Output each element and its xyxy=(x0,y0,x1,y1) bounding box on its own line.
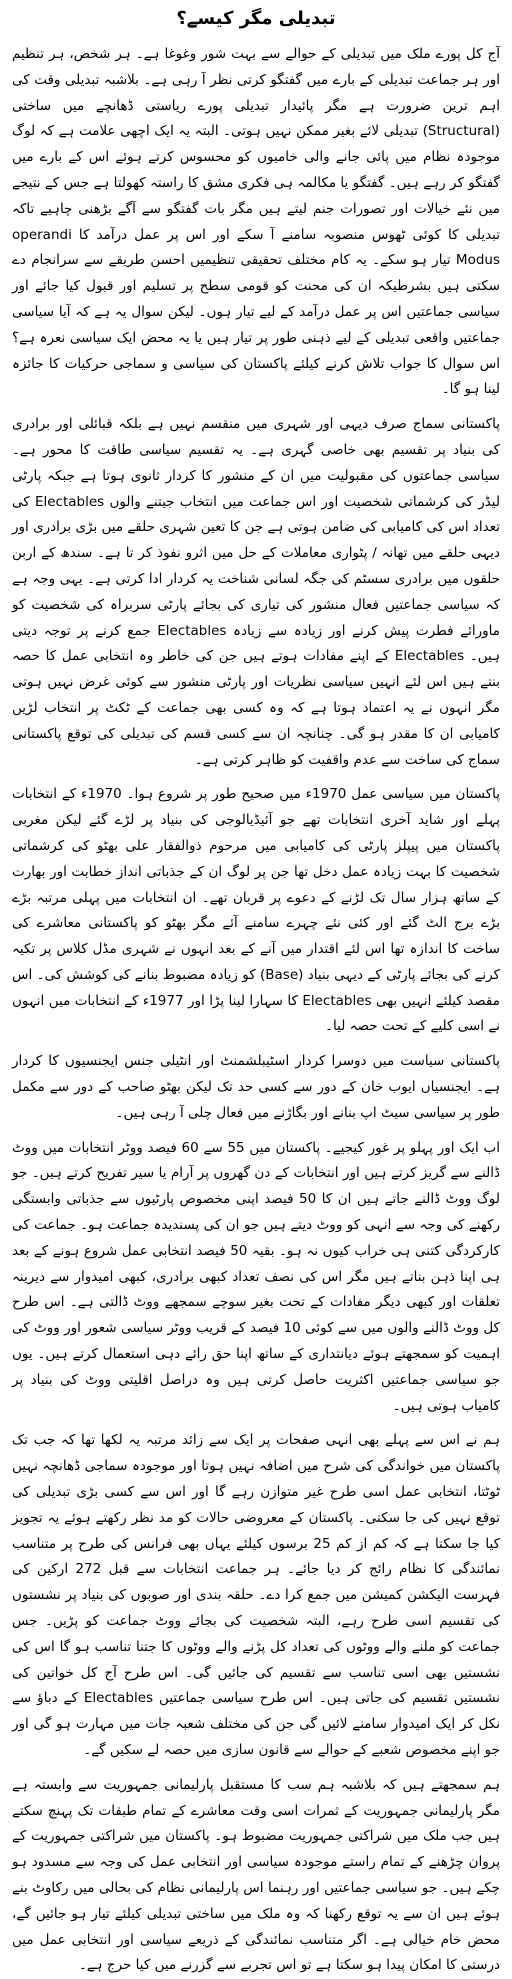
article-title: تبدیلی مگر کیسے؟ xyxy=(176,8,336,29)
article-paragraph-2: پاکستانی سماج صرف دیہی اور شہری میں منقسم نہیں ہے بلکہ قبائلی اور برادری کی بنیاد پر تقسیم بھی خاصی گہری ہے۔ یہ تقسیم سیاسی طاقت کا محور ہے۔ سیاسی جماعتوں کی مقبولیت میں ان کے منشور کا کردار ثانوی ہوتا ہے جبکہ پارٹی لیڈر کی کرشماتی شخصیت اور اس جماعت میں انتخاب جیتنے والوں Electables کی تعداد اس کی کامیابی کی ضامن ہوتی ہے جن کا تعین شہری حلقے میں بڑی برادری اور دیہی حلقے میں تھانہ / پٹواری معاملات کے حل میں اثرو نفوذ کر تا ہے۔ سندھ کے اربن حلقوں میں برادری سسٹم کی جگہ لسانی شناخت یہ کردار ادا کرتی ہے۔ یہی وجہ ہے کہ سیاسی جماعتیں فعال منشور کی تیاری کی بجائے پارٹی سربراہ کی شخصیت کو ماورائے فطرت پیش کرنے اور زیادہ سے زیادہ Electables جمع کرنے پر توجہ دیتی ہیں۔ Electables کے اپنے مفادات ہوتے ہیں جن کی خاطر وہ انتخابی عمل کا حصہ بنتے ہیں اس لئے انہیں سیاسی نظریات اور پارٹی منشور سے کوئی غرض نہیں ہوتی مگر انہوں نے یہ اعتماد ہوتا ہے کہ وہ کسی بھی جماعت کے ٹکٹ پر انتخاب لڑیں کامیابی ان کا مقدر ہو گی۔ چنانچہ ان سے کسی قسم کی تبدیلی کی توقع پاکستانی سماج کی ساخت سے عدم واقفیت کو ظاہر کرتی ہے۔ xyxy=(12,416,500,768)
article-paragraph-4: پاکستانی سیاست میں دوسرا کردار اسٹیبلشمنٹ اور انٹیلی جنس ایجنسیوں کا کردار ہے۔ ایجنسیاں ایوب خان کے دور سے کسی حد تک لیکن بھٹو صاحب کے دور سے مکمل طور پر سیاسی سیٹ اپ بنانے اور بگاڑنے میں فعال چلی آ رہی ہیں۔ xyxy=(12,1053,500,1121)
article-paragraph-5: اب ایک اور پہلو پر غور کیجیے۔ پاکستان میں 55 سے 60 فیصد ووٹر انتخابات میں ووٹ ڈالنے سے گریز کرتے ہیں اور انتخابات کے دن گھروں پر آرام یا سیر تفریح کرتے ہیں۔ جو لوگ ووٹ ڈالنے جاتے ہیں ان کا 50 فیصد اپنی مخصوص پارٹیوں سے جذباتی وابستگی رکھنے کی وجہ سے انہی کو ووٹ دیتے ہیں جو ان کی پسندیدہ جماعت ہو۔ جماعت کی کارکردگی کتنی ہی خراب کیوں نہ ہو۔ بقیہ 50 فیصد انتخابی عمل شروع ہونے کے بعد ہی اپنا ذہن بناتے ہیں مگر اس کی نصف تعداد کبھی برادری، کبھی امیدوار سے دیرینہ تعلقات اور کبھی دیگر مفادات کے تحت بغیر سوچے سمجھے ووٹ ڈالتی ہے۔ اس طرح کل ووٹ ڈالنے والوں میں سے کوئی 10 فیصد کے قریب ووٹر سیاسی شعور اور ووٹ کی اہمیت کو سمجھتے ہوئے دیانتداری کے ساتھ اپنا حق رائے دہی استعمال کرتے ہیں۔ یوں جو سیاسی جماعتیں اکثریت حاصل کرتی ہیں وہ دراصل اقلیتی ووٹ کی بنیاد پر کامیاب ہوتی ہیں۔ xyxy=(12,1139,500,1414)
article-paragraph-1: آج کل پورے ملک میں تبدیلی کے حوالے سے بہت شور وغوغا ہے۔ ہر شخص، ہر تنظیم اور ہر جماعت تبدیلی کے بارے میں گفتگو کرتی نظر آ رہی ہے۔ بلاشبہ تبدیلی وقت کی اہم ترین ضرورت ہے مگر پائیدار تبدیلی پورے ریاستی ڈھانچے میں ساختی (Structural) تبدیلی لائے بغیر ممکن نہیں ہوتی۔ البتہ یہ ایک اچھی علامت ہے کہ لوگ موجودہ نظام میں پائی جانے والی خامیوں کو محسوس کرتے ہوئے اس کے بارے میں گفتگو کر رہے ہیں۔ گفتگو یا مکالمہ ہی فکری مشق کا راستہ کھولتا ہے جس کے نتیجے میں نئے خیالات اور تصورات جنم لیتے ہیں مگر بات گفتگو سے آگے بڑھنی چاہیے تاکہ تبدیلی کا کوئی ٹھوس منصوبہ سامنے آ سکے اور اس پر عمل درآمد کا operandi Modus تیار ہو سکے۔ یہ کام مختلف تحقیقی تنظیمیں احسن طریقے سے سرانجام دے سکتی ہیں بشرطیکہ ان کی محنت کو قومی سطح پر تسلیم اور قبول کیا جائے اور سیاسی جماعتیں اس پر عمل درآمد کے لیے تیار ہوں۔ لیکن سوال یہ ہے کہ آیا سیاسی جماعتیں واقعی تبدیلی کے لیے ذہنی طور پر تیار ہیں یا یہ محض ایک سیاسی نعرہ ہے؟ اس سوال کا جواب تلاش کرنے کیلئے پاکستان کی سیاسی و سماجی حرکیات کا جائزہ لینا ہو گا۔ xyxy=(12,46,500,398)
article-paragraph-7: ہم سمجھتے ہیں کہ بلاشبہ ہم سب کا مستقبل پارلیمانی جمہوریت سے وابستہ ہے مگر پارلیمانی جمہوریت کے ثمرات اسی وقت معاشرے کے تمام طبقات تک پہنچ سکتے ہیں جب ملک میں شراکتی جمہوریت مضبوط ہو۔ پاکستان میں شراکتی جمہوریت کے پروان چڑھنے کے تمام راستے موجودہ سیاسی اور انتخابی عمل کی وجہ سے مسدود ہو چکے ہیں۔ جو سیاسی جماعتیں اور رہنما اس پارلیمانی نظام کی بحالی میں رکاوٹ بنے ہوئے ہیں ان سے یہ توقع رکھنا کہ وہ ملک میں ساختی تبدیلی کیلئے تیار ہو جائیں گے، محض خام خیالی ہے۔ اگر متناسب نمائندگی کے ذریعے سیاسی اور انتخابی عمل میں درستی کا امکان پیدا ہو سکتا ہے تو اس تجربے سے گزرنے میں کیا حرج ہے۔ xyxy=(12,1776,500,1974)
article-paragraph-3: پاکستان میں سیاسی عمل 1970ء میں صحیح طور پر شروع ہوا۔ 1970ء کے انتخابات پہلے اور شاید آخری انتخابات تھے جو آئیڈیالوجی کی بنیاد پر لڑے گئے لیکن مغربی پاکستان میں پیپلز پارٹی کی کامیابی میں مرحوم ذوالفقار علی بھٹو کی کرشماتی شخصیت کا بہت زیادہ عمل دخل تھا جن پر لوگ ان کے جذباتی انداز خطابت اور بھارت کے ساتھ ہزار سال تک لڑنے کے دعوے پر قربان تھے۔ ان انتخابات میں پہلی مرتبہ بڑے بڑے برج الٹ گئے اور کئی نئے چہرے سامنے آئے مگر بھٹو کو پاکستانی معاشرے کی ساخت کا اندازہ تھا اس لئے اقتدار میں آنے کے بعد انہوں نے شہری مڈل کلاس پر تکیہ کرنے کی بجائے پارٹی کے دیہی بنیاد (Base) کو زیادہ مضبوط بنانے کی کوشش کی۔ اس مقصد کیلئے انہیں بھی Electables کا سہارا لینا پڑا اور 1977ء کے انتخابات میں انہوں نے اسی کلیے کے تحت حصہ لیا۔ xyxy=(12,786,500,1035)
article-paragraph-6: ہم نے اس سے پہلے بھی انہی صفحات پر ایک سے زائد مرتبہ یہ لکھا تھا کہ جب تک پاکستان میں خواندگی کی شرح میں اضافہ نہیں ہوتا اور موجودہ سماجی ڈھانچہ نہیں ٹوٹتا، انتخابی عمل اسی طرح غیر متوازن رہے گا اور اس سے کسی بڑی تبدیلی کی توقع نہیں کی جا سکتی۔ پاکستان کے معروضی حالات کو مد نظر رکھتے ہوئے یہ تجویز کیا جا سکتا ہے کہ کم از کم 25 برسوں کیلئے یہاں بھی فرانس کی طرح پر متناسب نمائندگی کا نظام رائج کر دیا جائے۔ ہر جماعت انتخابات سے قبل 272 ارکین کی فہرست الیکشن کمیشن میں جمع کرا دے۔ حلقہ بندی اور صوبوں کی بنیاد پر نشستوں کی تقسیم اسی طرح رہے، البتہ شخصیت کی بجائے ووٹ جماعت کو پڑیں۔ جس جماعت کو ملنے والے ووٹوں کی تعداد کل پڑنے والے ووٹوں کا جتنا تناسب ہو گا اس کی نشستیں بھی اسی تناسب سے تقسیم کی جائیں گی۔ اس طرح آج کل خواتین کی نشستیں تقسیم کی جاتی ہیں۔ اس طرح سیاسی جماعتیں Electables کے دباؤ سے نکل کر ایک امیدوار سامنے لائیں گی جن کی مختلف شعبہ جات میں مہارت ہو گی اور جو اپنے مخصوص شعبے کے حوالے سے قانون سازی میں حصہ لے سکیں گے۔ xyxy=(12,1432,500,1758)
